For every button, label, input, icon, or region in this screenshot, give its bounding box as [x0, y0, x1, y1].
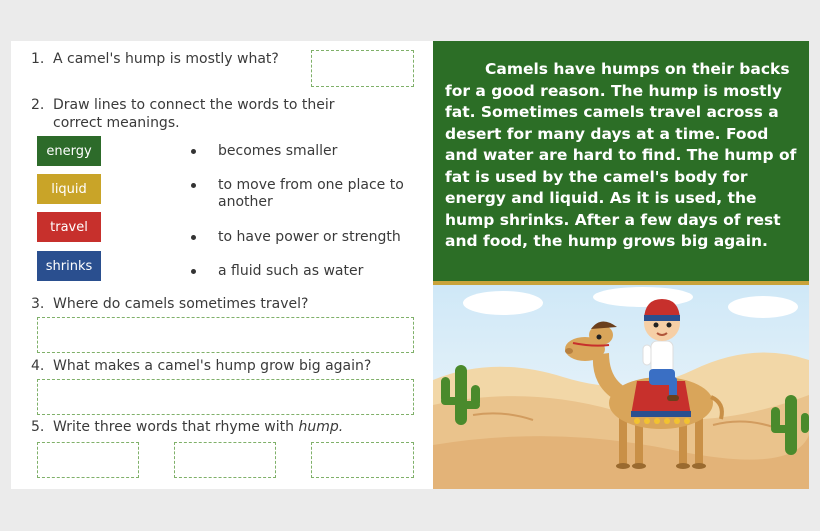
meaning-4-text: a fluid such as water [218, 263, 364, 279]
word-chip-energy[interactable] [37, 136, 101, 166]
question-5-number: 5. [31, 419, 45, 435]
word-chip-label: shrinks [45, 258, 93, 274]
bullet-icon[interactable] [191, 183, 196, 188]
worksheet-page [11, 41, 809, 489]
bullet-icon[interactable] [191, 269, 196, 274]
question-3-number: 3. [31, 296, 45, 312]
word-chip-label: liquid [51, 181, 87, 197]
question-4 [31, 358, 371, 374]
word-chip-label: travel [50, 219, 88, 235]
reading-passage [433, 41, 809, 281]
meaning-2-line-1: to move from one place to [218, 177, 404, 193]
question-1-number: 1. [31, 51, 45, 67]
meaning-4 [218, 263, 363, 280]
question-2-line-2: correct meanings. [53, 115, 180, 131]
bullet-icon[interactable] [191, 149, 196, 154]
camel-illustration [433, 285, 809, 489]
bullet-icon[interactable] [191, 235, 196, 240]
rhyme-box-3[interactable] [311, 442, 414, 478]
word-chip-label: energy [46, 143, 92, 159]
meaning-1-text: becomes smaller [218, 143, 338, 159]
question-3 [31, 296, 308, 312]
answer-box-4[interactable] [37, 379, 414, 415]
meaning-2 [218, 177, 404, 211]
meaning-2-line-2: another [218, 194, 273, 210]
reading-text: Camels have humps on their backs for a good reason. The hump is mostly fat. Sometimes camels travel across a desert for many days at a time. Food and water are hard to find. The hump of fat is used by the camel's body for energy and liquid. As it is used, the hump shrinks. After a few days of rest and food, the hump grows big again. [445, 60, 797, 250]
answer-box-1[interactable] [311, 50, 414, 87]
question-3-text: Where do camels sometimes travel? [53, 296, 309, 312]
question-4-number: 4. [31, 358, 45, 374]
word-chip-travel[interactable] [37, 212, 101, 242]
rhyme-box-1[interactable] [37, 442, 139, 478]
desert-scene [433, 285, 809, 489]
question-5-text: Write three words that rhyme with [53, 419, 299, 435]
question-1-text: A camel's hump is mostly what? [53, 51, 279, 67]
question-5 [31, 419, 343, 435]
meaning-1 [218, 143, 337, 160]
word-chip-liquid[interactable] [37, 174, 101, 204]
question-4-text: What makes a camel's hump grow big again? [53, 358, 372, 374]
meaning-3 [218, 229, 401, 246]
word-chip-shrinks[interactable] [37, 251, 101, 281]
meaning-3-text: to have power or strength [218, 229, 401, 245]
question-2-number: 2. [31, 97, 45, 113]
question-1 [31, 51, 279, 67]
question-2-line-1: Draw lines to connect the words to their [53, 97, 335, 113]
question-5-italic-word: hump. [298, 419, 344, 435]
rhyme-box-2[interactable] [174, 442, 276, 478]
question-2 [31, 96, 335, 132]
answer-box-3[interactable] [37, 317, 414, 353]
